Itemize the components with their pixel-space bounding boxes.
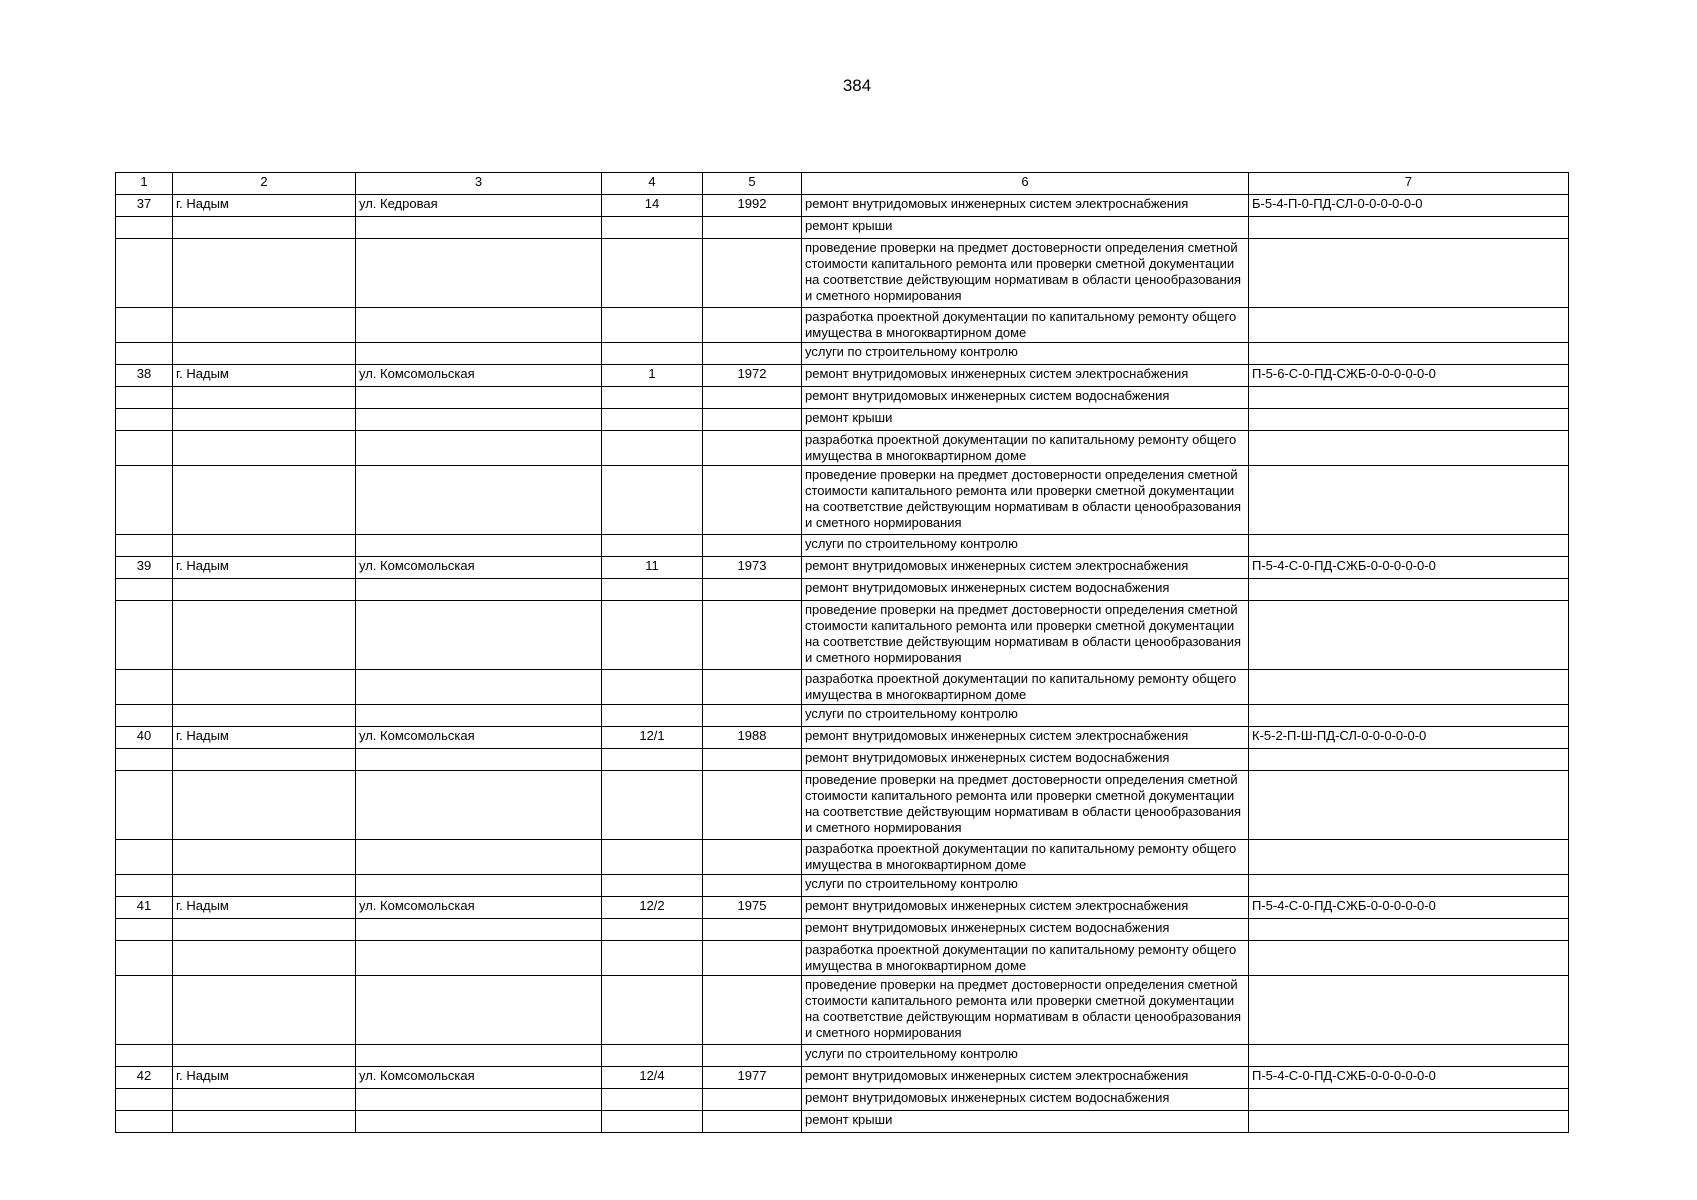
row-number-cell: 39 (116, 557, 173, 579)
work-type-cell: проведение проверки на предмет достоверности определения сметной стоимости капитального ремонта или проверки сметной документации на соответствие действующим нормативам в области ценообразования и сметного нормирования (802, 466, 1249, 535)
table-row (116, 705, 1569, 727)
house-number-cell (602, 409, 703, 431)
city-cell (173, 875, 356, 897)
row-number-cell (116, 1111, 173, 1133)
building-code-cell: П-5-4-С-0-ПД-СЖБ-0-0-0-0-0-0 (1249, 897, 1569, 919)
table-row (116, 343, 1569, 365)
build-year-cell: 1988 (703, 727, 802, 749)
street-cell (356, 840, 602, 875)
house-number-cell (602, 601, 703, 670)
house-number-cell (602, 1111, 703, 1133)
build-year-cell (703, 705, 802, 727)
city-cell (173, 1089, 356, 1111)
work-type-cell: услуги по строительному контролю (802, 343, 1249, 365)
house-number-cell (602, 771, 703, 840)
house-number-cell (602, 535, 703, 557)
house-number-cell (602, 1045, 703, 1067)
street-cell (356, 670, 602, 705)
building-code-cell (1249, 670, 1569, 705)
table-row (116, 875, 1569, 897)
city-cell (173, 601, 356, 670)
building-code-cell (1249, 343, 1569, 365)
house-number-cell (602, 431, 703, 466)
work-type-cell: проведение проверки на предмет достоверности определения сметной стоимости капитального ремонта или проверки сметной документации на соответствие действующим нормативам в области ценообразования и сметного нормирования (802, 976, 1249, 1045)
house-number-cell (602, 749, 703, 771)
header-cell: 6 (802, 173, 1249, 195)
building-code-cell: П-5-4-С-0-ПД-СЖБ-0-0-0-0-0-0 (1249, 1067, 1569, 1089)
city-cell: г. Надым (173, 897, 356, 919)
build-year-cell (703, 535, 802, 557)
city-cell (173, 840, 356, 875)
build-year-cell (703, 941, 802, 976)
building-code-cell: Б-5-4-П-0-ПД-СЛ-0-0-0-0-0-0 (1249, 195, 1569, 217)
street-cell (356, 431, 602, 466)
table-row (116, 670, 1569, 705)
table-row (116, 195, 1569, 217)
work-type-cell: ремонт внутридомовых инженерных систем водоснабжения (802, 387, 1249, 409)
table-row (116, 1067, 1569, 1089)
build-year-cell: 1992 (703, 195, 802, 217)
street-cell (356, 1045, 602, 1067)
street-cell (356, 875, 602, 897)
table-row (116, 941, 1569, 976)
building-code-cell (1249, 1111, 1569, 1133)
row-number-cell (116, 976, 173, 1045)
table-row (116, 976, 1569, 1045)
city-cell (173, 976, 356, 1045)
house-number-cell (602, 976, 703, 1045)
build-year-cell: 1973 (703, 557, 802, 579)
row-number-cell (116, 431, 173, 466)
table-row (116, 749, 1569, 771)
row-number-cell (116, 749, 173, 771)
city-cell (173, 749, 356, 771)
build-year-cell (703, 217, 802, 239)
city-cell (173, 409, 356, 431)
build-year-cell (703, 308, 802, 343)
building-code-cell (1249, 705, 1569, 727)
table-row (116, 387, 1569, 409)
city-cell (173, 919, 356, 941)
city-cell (173, 1045, 356, 1067)
building-code-cell: П-5-4-С-0-ПД-СЖБ-0-0-0-0-0-0 (1249, 557, 1569, 579)
street-cell: ул. Комсомольская (356, 1067, 602, 1089)
build-year-cell (703, 875, 802, 897)
house-number-cell (602, 579, 703, 601)
row-number-cell (116, 1089, 173, 1111)
build-year-cell (703, 431, 802, 466)
table-row (116, 466, 1569, 535)
street-cell (356, 976, 602, 1045)
city-cell (173, 431, 356, 466)
street-cell: ул. Комсомольская (356, 365, 602, 387)
build-year-cell (703, 387, 802, 409)
header-cell: 1 (116, 173, 173, 195)
house-number-cell (602, 941, 703, 976)
city-cell (173, 771, 356, 840)
city-cell (173, 705, 356, 727)
city-cell (173, 239, 356, 308)
build-year-cell (703, 749, 802, 771)
city-cell (173, 387, 356, 409)
table-body (116, 173, 1569, 1133)
table-header-row (116, 173, 1569, 195)
table-row (116, 239, 1569, 308)
building-code-cell (1249, 579, 1569, 601)
building-code-cell (1249, 601, 1569, 670)
table-row (116, 365, 1569, 387)
work-type-cell: ремонт внутридомовых инженерных систем водоснабжения (802, 749, 1249, 771)
work-type-cell: ремонт внутридомовых инженерных систем водоснабжения (802, 919, 1249, 941)
row-number-cell (116, 308, 173, 343)
building-code-cell (1249, 466, 1569, 535)
work-type-cell: услуги по строительному контролю (802, 535, 1249, 557)
street-cell (356, 1111, 602, 1133)
work-type-cell: разработка проектной документации по капитальному ремонту общего имущества в многоквартирном доме (802, 670, 1249, 705)
building-code-cell: П-5-6-С-0-ПД-СЖБ-0-0-0-0-0-0 (1249, 365, 1569, 387)
table-row (116, 727, 1569, 749)
city-cell (173, 466, 356, 535)
building-code-cell (1249, 840, 1569, 875)
build-year-cell: 1972 (703, 365, 802, 387)
table-row (116, 771, 1569, 840)
table-row (116, 1045, 1569, 1067)
row-number-cell (116, 771, 173, 840)
table-row (116, 535, 1569, 557)
work-type-cell: ремонт внутридомовых инженерных систем электроснабжения (802, 195, 1249, 217)
building-code-cell (1249, 941, 1569, 976)
city-cell (173, 941, 356, 976)
work-type-cell: ремонт внутридомовых инженерных систем электроснабжения (802, 365, 1249, 387)
work-type-cell: услуги по строительному контролю (802, 705, 1249, 727)
street-cell (356, 749, 602, 771)
capital-repair-table (115, 172, 1569, 1133)
city-cell: г. Надым (173, 727, 356, 749)
city-cell: г. Надым (173, 195, 356, 217)
work-type-cell: проведение проверки на предмет достоверности определения сметной стоимости капитального ремонта или проверки сметной документации на соответствие действующим нормативам в области ценообразования и сметного нормирования (802, 771, 1249, 840)
house-number-cell: 12/4 (602, 1067, 703, 1089)
building-code-cell: К-5-2-П-Ш-ПД-СЛ-0-0-0-0-0-0 (1249, 727, 1569, 749)
street-cell: ул. Комсомольская (356, 897, 602, 919)
row-number-cell (116, 875, 173, 897)
building-code-cell (1249, 1045, 1569, 1067)
building-code-cell (1249, 431, 1569, 466)
city-cell (173, 670, 356, 705)
work-type-cell: разработка проектной документации по капитальному ремонту общего имущества в многоквартирном доме (802, 431, 1249, 466)
row-number-cell (116, 409, 173, 431)
build-year-cell (703, 1089, 802, 1111)
street-cell (356, 919, 602, 941)
row-number-cell (116, 239, 173, 308)
city-cell: г. Надым (173, 365, 356, 387)
build-year-cell (703, 670, 802, 705)
table-row (116, 308, 1569, 343)
house-number-cell: 12/1 (602, 727, 703, 749)
work-type-cell: ремонт крыши (802, 1111, 1249, 1133)
house-number-cell (602, 875, 703, 897)
work-type-cell: проведение проверки на предмет достоверности определения сметной стоимости капитального ремонта или проверки сметной документации на соответствие действующим нормативам в области ценообразования и сметного нормирования (802, 239, 1249, 308)
house-number-cell: 12/2 (602, 897, 703, 919)
table-row (116, 217, 1569, 239)
build-year-cell (703, 343, 802, 365)
build-year-cell (703, 771, 802, 840)
building-code-cell (1249, 535, 1569, 557)
work-type-cell: ремонт внутридомовых инженерных систем электроснабжения (802, 727, 1249, 749)
building-code-cell (1249, 387, 1569, 409)
street-cell (356, 1089, 602, 1111)
work-type-cell: разработка проектной документации по капитальному ремонту общего имущества в многоквартирном доме (802, 941, 1249, 976)
building-code-cell (1249, 749, 1569, 771)
build-year-cell (703, 409, 802, 431)
work-type-cell: разработка проектной документации по капитальному ремонту общего имущества в многоквартирном доме (802, 308, 1249, 343)
build-year-cell (703, 601, 802, 670)
row-number-cell (116, 217, 173, 239)
row-number-cell: 37 (116, 195, 173, 217)
work-type-cell: ремонт крыши (802, 409, 1249, 431)
build-year-cell (703, 840, 802, 875)
table-row (116, 1111, 1569, 1133)
build-year-cell: 1975 (703, 897, 802, 919)
table-row (116, 840, 1569, 875)
building-code-cell (1249, 875, 1569, 897)
street-cell: ул. Комсомольская (356, 557, 602, 579)
work-type-cell: услуги по строительному контролю (802, 1045, 1249, 1067)
street-cell: ул. Комсомольская (356, 727, 602, 749)
work-type-cell: ремонт внутридомовых инженерных систем водоснабжения (802, 1089, 1249, 1111)
city-cell: г. Надым (173, 1067, 356, 1089)
house-number-cell (602, 343, 703, 365)
street-cell (356, 308, 602, 343)
row-number-cell (116, 466, 173, 535)
table-row (116, 897, 1569, 919)
build-year-cell (703, 239, 802, 308)
house-number-cell (602, 466, 703, 535)
table-row (116, 431, 1569, 466)
table-row (116, 579, 1569, 601)
build-year-cell (703, 976, 802, 1045)
work-type-cell: услуги по строительному контролю (802, 875, 1249, 897)
header-cell: 4 (602, 173, 703, 195)
build-year-cell: 1977 (703, 1067, 802, 1089)
table-row (116, 601, 1569, 670)
work-type-cell: разработка проектной документации по капитальному ремонту общего имущества в многоквартирном доме (802, 840, 1249, 875)
table-row (116, 919, 1569, 941)
city-cell (173, 343, 356, 365)
row-number-cell (116, 601, 173, 670)
city-cell (173, 1111, 356, 1133)
house-number-cell (602, 239, 703, 308)
street-cell: ул. Кедровая (356, 195, 602, 217)
table-row (116, 557, 1569, 579)
header-cell: 7 (1249, 173, 1569, 195)
table-row (116, 1089, 1569, 1111)
street-cell (356, 409, 602, 431)
row-number-cell (116, 705, 173, 727)
house-number-cell (602, 1089, 703, 1111)
building-code-cell (1249, 919, 1569, 941)
row-number-cell: 41 (116, 897, 173, 919)
city-cell (173, 535, 356, 557)
city-cell (173, 217, 356, 239)
work-type-cell: проведение проверки на предмет достоверности определения сметной стоимости капитального ремонта или проверки сметной документации на соответствие действующим нормативам в области ценообразования и сметного нормирования (802, 601, 1249, 670)
work-type-cell: ремонт крыши (802, 217, 1249, 239)
street-cell (356, 217, 602, 239)
row-number-cell (116, 387, 173, 409)
street-cell (356, 601, 602, 670)
building-code-cell (1249, 1089, 1569, 1111)
building-code-cell (1249, 239, 1569, 308)
row-number-cell (116, 919, 173, 941)
house-number-cell (602, 840, 703, 875)
build-year-cell (703, 1045, 802, 1067)
row-number-cell (116, 670, 173, 705)
row-number-cell (116, 579, 173, 601)
building-code-cell (1249, 308, 1569, 343)
house-number-cell: 14 (602, 195, 703, 217)
city-cell (173, 308, 356, 343)
row-number-cell: 40 (116, 727, 173, 749)
street-cell (356, 941, 602, 976)
build-year-cell (703, 579, 802, 601)
work-type-cell: ремонт внутридомовых инженерных систем электроснабжения (802, 557, 1249, 579)
row-number-cell (116, 535, 173, 557)
house-number-cell (602, 670, 703, 705)
build-year-cell (703, 1111, 802, 1133)
row-number-cell (116, 840, 173, 875)
street-cell (356, 239, 602, 308)
row-number-cell: 38 (116, 365, 173, 387)
page-number: 384 (842, 76, 872, 95)
street-cell (356, 705, 602, 727)
row-number-cell (116, 343, 173, 365)
build-year-cell (703, 919, 802, 941)
house-number-cell (602, 217, 703, 239)
row-number-cell: 42 (116, 1067, 173, 1089)
street-cell (356, 466, 602, 535)
building-code-cell (1249, 976, 1569, 1045)
work-type-cell: ремонт внутридомовых инженерных систем электроснабжения (802, 897, 1249, 919)
header-cell: 5 (703, 173, 802, 195)
city-cell (173, 579, 356, 601)
street-cell (356, 579, 602, 601)
row-number-cell (116, 1045, 173, 1067)
street-cell (356, 387, 602, 409)
street-cell (356, 343, 602, 365)
house-number-cell (602, 387, 703, 409)
street-cell (356, 771, 602, 840)
header-cell: 2 (173, 173, 356, 195)
house-number-cell (602, 919, 703, 941)
house-number-cell: 1 (602, 365, 703, 387)
street-cell (356, 535, 602, 557)
building-code-cell (1249, 217, 1569, 239)
row-number-cell (116, 941, 173, 976)
house-number-cell: 11 (602, 557, 703, 579)
building-code-cell (1249, 409, 1569, 431)
table-row (116, 409, 1569, 431)
work-type-cell: ремонт внутридомовых инженерных систем электроснабжения (802, 1067, 1249, 1089)
header-cell: 3 (356, 173, 602, 195)
build-year-cell (703, 466, 802, 535)
work-type-cell: ремонт внутридомовых инженерных систем водоснабжения (802, 579, 1249, 601)
city-cell: г. Надым (173, 557, 356, 579)
building-code-cell (1249, 771, 1569, 840)
house-number-cell (602, 308, 703, 343)
house-number-cell (602, 705, 703, 727)
